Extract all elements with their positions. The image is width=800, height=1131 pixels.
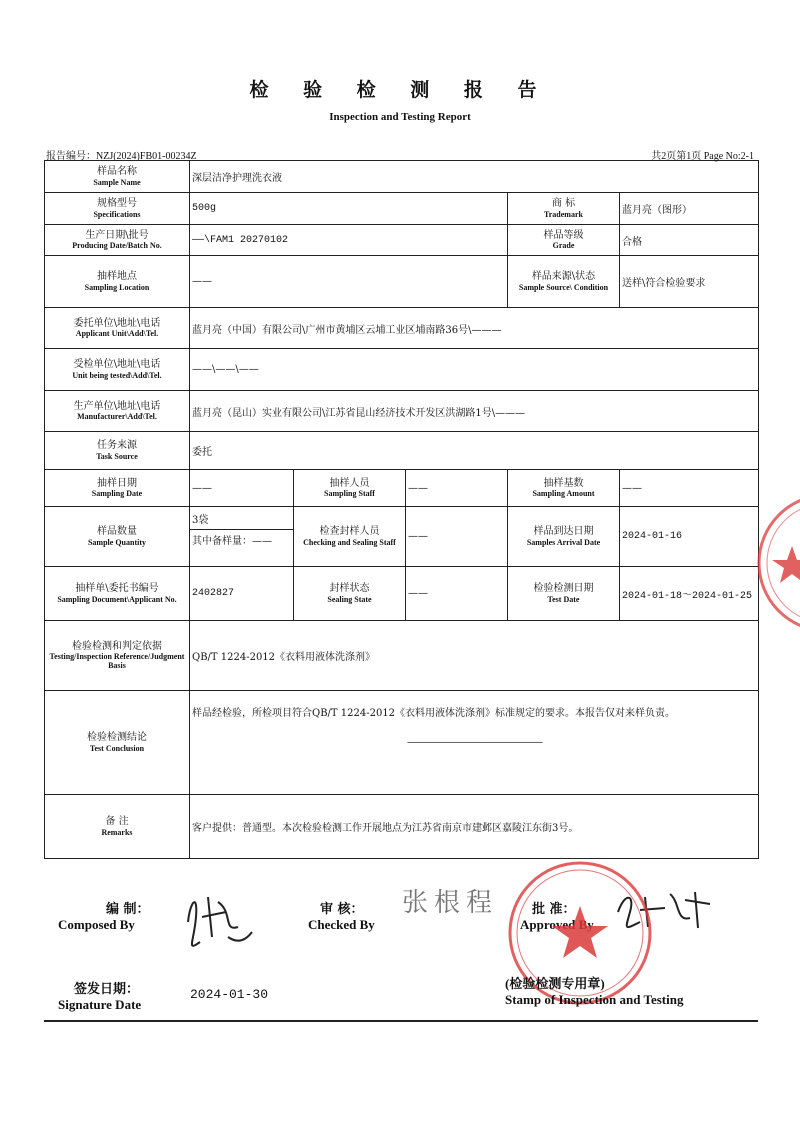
label: 审 核： — [320, 902, 364, 917]
label: 抽样基数 — [543, 477, 584, 489]
label: 生产日期\批号 — [85, 229, 149, 241]
label: 检验检测日期 — [533, 583, 594, 595]
label: 样品等级 — [543, 229, 584, 241]
label: 样品名称 — [97, 166, 137, 178]
label-en: Test Date — [547, 594, 580, 604]
footer-divider — [44, 1020, 758, 1022]
stamp-caption-zh: (检验检测专用章) — [505, 976, 605, 991]
label-en: Grade — [552, 241, 575, 251]
label: 生产单位\地址\电话 — [73, 400, 161, 412]
label: 受检单位\地址\电话 — [73, 359, 161, 371]
row-sampling-date — [45, 470, 759, 507]
arrival-date-value: 2024-01-16 — [620, 507, 759, 567]
row-specifications — [45, 193, 759, 225]
label: 封样状态 — [329, 583, 370, 595]
test-date-value: 2024-01-18～2024-01-25 — [620, 567, 759, 621]
label: 检查封样人员 — [319, 526, 380, 538]
row-manufacturer — [45, 391, 759, 432]
sampling-location-value: —— — [190, 256, 508, 308]
label-en: Sampling Document\Applicant No. — [57, 594, 177, 604]
sample-quantity-cell — [190, 507, 294, 567]
report-table — [44, 160, 759, 859]
stamp-caption — [505, 973, 683, 1008]
sample-source-value: 送样\符合检验要求 — [620, 256, 759, 308]
label-en: Unit being tested\Add\Tel. — [72, 370, 162, 380]
row-sampling-document — [45, 567, 759, 621]
specifications-value: 500g — [190, 193, 508, 225]
applicant-value: 蓝月亮（中国）有限公司\广州市黄埔区云埔工业区埔南路36号\——— — [190, 308, 759, 349]
row-unit-tested — [45, 349, 759, 391]
label: 规格型号 — [97, 198, 137, 210]
checker-signature: 张根程 — [402, 888, 499, 918]
label-en: Sampling Date — [91, 489, 143, 499]
seal-partial-edge-icon — [752, 488, 800, 638]
label-en: Checked By — [308, 917, 375, 932]
row-sample-name — [45, 161, 759, 193]
label-en: Checking and Sealing Staff — [303, 537, 396, 547]
task-source-value: 委托 — [190, 432, 759, 470]
trademark-value: 蓝月亮（图形） — [620, 193, 759, 225]
signature-date-value: 2024-01-30 — [190, 987, 269, 1002]
label-en: Samples Arrival Date — [526, 537, 601, 547]
conclusion-value: 样品经检验，所检项目符合QB/T 1224-2012《衣料用液体洗涤剂》标准规定的要求。本报告仅对来样负责。 — [192, 708, 676, 719]
conclusion-line: ——————————————— — [407, 737, 542, 748]
label: 商 标 — [551, 198, 576, 210]
row-producing-date — [45, 225, 759, 256]
checked-by-label — [308, 898, 375, 933]
label-en: Sampling Amount — [532, 489, 595, 499]
report-title: 检 验 检 测 报 告 — [249, 79, 551, 101]
label-en: Sampling Staff — [324, 489, 375, 499]
checking-staff-value: —— — [406, 507, 508, 567]
sealing-state-value: —— — [406, 567, 508, 621]
reference-value: QB/T 1224-2012《衣料用液体洗涤剂》 — [190, 621, 759, 691]
label-en: Remarks — [101, 827, 133, 837]
reserve-quantity-value: 其中备样量：—— — [190, 529, 293, 547]
row-sampling-location — [45, 256, 759, 308]
label-en: Applicant Unit\Add\Tel. — [75, 329, 159, 339]
label-en: Signature Date — [58, 997, 142, 1012]
label: 签发日期： — [74, 982, 140, 997]
composed-by-label — [58, 898, 150, 933]
label-en: Sample Source\ Condition — [518, 282, 609, 292]
sampling-document-value: 2402827 — [190, 567, 294, 621]
label: 备 注 — [105, 816, 129, 828]
sample-quantity-value: 3袋 — [192, 515, 209, 526]
label: 抽样地点 — [97, 271, 137, 283]
label: 抽样单\委托书编号 — [75, 583, 159, 595]
report-subtitle: Inspection and Testing Report — [329, 111, 471, 123]
row-reference — [45, 621, 759, 691]
label: 批 准： — [532, 902, 576, 917]
label-en: Sample Quantity — [87, 537, 146, 547]
label-en: Test Conclusion — [89, 743, 145, 753]
label-en: Sample Name — [93, 177, 141, 187]
sampling-staff-value: —— — [406, 470, 508, 507]
row-applicant — [45, 308, 759, 349]
manufacturer-value: 蓝月亮（昆山）实业有限公司\江苏省昆山经济技术开发区洪湖路1号\——— — [190, 391, 759, 432]
row-sample-quantity — [45, 507, 759, 567]
sample-name-value: 深层洁净护理洗衣液 — [190, 161, 759, 193]
label-en: Trademark — [544, 209, 583, 219]
producing-date-value: ——\FAM1 20270102 — [190, 225, 508, 256]
label: 任务来源 — [97, 440, 137, 452]
label-en: Sealing State — [327, 594, 372, 604]
label-en: Approved By — [520, 917, 594, 932]
label: 抽样人员 — [329, 477, 370, 489]
label: 样品来源\状态 — [531, 271, 596, 283]
row-conclusion — [45, 691, 759, 795]
label: 样品数量 — [97, 526, 137, 538]
composer-signature-icon — [178, 882, 258, 960]
signature-date-label — [58, 978, 141, 1013]
label: 检验检测和判定依据 — [72, 640, 162, 652]
row-task-source — [45, 432, 759, 470]
conclusion-cell — [190, 691, 759, 795]
grade-value: 合格 — [620, 225, 759, 256]
page-info: 共2页第1页 Page No:2-1 — [651, 151, 754, 162]
label-en: Sampling Location — [84, 282, 150, 292]
remarks-value: 客户提供：普通型。本次检验检测工作开展地点为江苏省南京市建邺区嘉陵江东街3号。 — [190, 795, 759, 859]
label-en: Producing Date/Batch No. — [72, 241, 162, 251]
label: 抽样日期 — [97, 477, 137, 489]
label-en: Specifications — [93, 209, 141, 219]
unit-tested-value: ——\——\—— — [190, 349, 759, 391]
row-remarks — [45, 795, 759, 859]
label-en: Testing/Inspection Reference/Judgment Basis — [49, 652, 185, 671]
label-en: Composed By — [58, 917, 135, 932]
label: 编 制： — [106, 902, 150, 917]
sampling-date-value: —— — [190, 470, 294, 507]
sampling-amount-value: —— — [620, 470, 759, 507]
report-number: 报告编号：NZJ(2024)FB01-00234Z — [46, 151, 197, 162]
label: 委托单位\地址\电话 — [73, 317, 161, 329]
label-en: Task Source — [96, 451, 138, 461]
label: 检验检测结论 — [87, 732, 147, 744]
label-en: Manufacturer\Add\Tel. — [77, 412, 157, 422]
label: 样品到达日期 — [533, 526, 594, 538]
stamp-caption-en: Stamp of Inspection and Testing — [505, 992, 684, 1007]
